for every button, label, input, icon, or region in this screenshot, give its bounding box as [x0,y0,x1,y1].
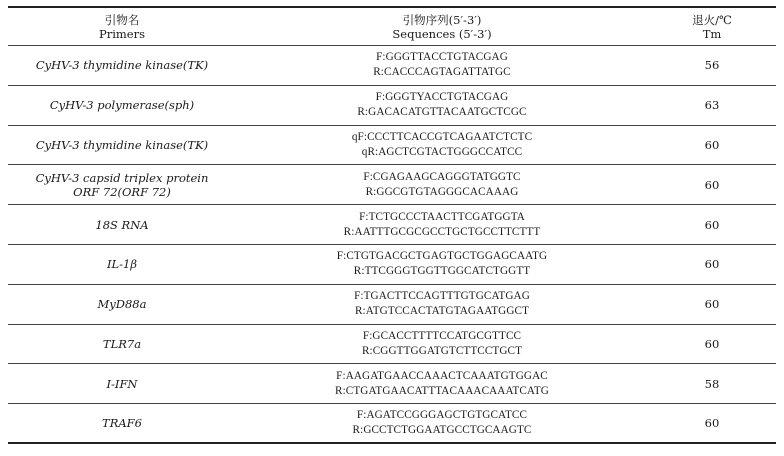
reverse-primer [344,225,541,240]
forward-primer [376,50,508,65]
forward-label: F: [336,250,347,263]
primer-name-line1: CyHV-3 polymerase(sph) [49,98,195,113]
header-tm-en: Tm [702,26,722,41]
forward-primer [359,210,525,225]
table-row [8,126,776,166]
reverse-label: qR: [361,145,379,158]
annealing-temperature: 60 [704,257,720,272]
header-sequences [236,13,648,41]
table-row [8,285,776,325]
reverse-primer [355,304,529,319]
primer-name-line2: ORF 72(ORF 72) [73,184,171,199]
reverse-label: R: [357,106,369,119]
annealing-temperature: 63 [704,98,720,113]
forward-primer [357,408,527,423]
primer-name [8,257,236,271]
reverse-label: R: [354,305,366,318]
reverse-primer [357,105,526,120]
forward-label: F: [354,290,364,303]
annealing-temperature: 60 [704,177,720,192]
primer-name [8,297,236,311]
forward-sequence: GGGTYACCTGTACGAG [385,91,509,104]
annealing-temperature: 60 [704,416,720,431]
forward-primer [376,90,509,105]
reverse-label: R: [352,424,364,437]
annealing-temperature: 58 [704,376,720,391]
primer-name-line1: IL-1β [106,257,138,272]
primer-sequences [236,249,648,279]
primer-sequences [236,90,648,120]
reverse-sequence: AGCTCGTACTGGGCCATCC [378,145,523,158]
reverse-sequence: AATTTGCGCGCCTGCTGCCTTCTTT [354,225,541,238]
header-sequences-cn: 引物序列(5′-3′) [402,12,482,27]
forward-label: F: [362,329,373,342]
table-row [8,364,776,404]
forward-sequence: GCACCTTTTCCATGCGTTCC [372,329,522,342]
primer-sequences [236,170,648,200]
primer-sequences [236,408,648,438]
reverse-label: R: [361,344,373,357]
primer-name-line1: 18S RNA [95,217,149,232]
forward-sequence: GGGTTACCTGTACGAG [385,51,508,64]
reverse-label: R: [365,185,377,198]
primer-sequences [236,210,648,240]
reverse-sequence: CGGTTGGATGTCTTCCTGCT [372,344,523,357]
annealing-temperature: 60 [704,297,720,312]
table-row [8,86,776,126]
reverse-primer [366,185,519,200]
reverse-sequence: CTGATGAACATTTACAAACAAATCATG [345,384,549,397]
primer-name-line1: CyHV-3 thymidine kinase(TK) [35,137,209,152]
primer-table [8,6,776,444]
header-sequences-en: Sequences (5′-3′) [392,26,492,41]
forward-label: F: [376,51,386,64]
forward-label: F: [336,369,346,382]
reverse-sequence: GCCTCTGGAATGCCTGCAAGTC [363,424,532,437]
forward-label: F: [356,409,367,422]
primer-name-line1: TRAF6 [102,416,142,431]
reverse-label: R: [335,384,346,397]
primer-name [8,58,236,72]
primer-sequences [236,130,648,160]
forward-primer [352,130,532,145]
forward-primer [363,329,521,344]
primer-name [8,416,236,430]
primer-sequences [236,329,648,359]
forward-primer [336,369,548,384]
reverse-sequence: CACCCAGTAGATTATGC [384,66,511,79]
annealing-temperature: 60 [704,217,720,232]
table-row [8,245,776,285]
primer-name-line1: MyD88a [97,297,147,312]
reverse-label: R: [373,66,385,79]
forward-sequence: CTGTGACGCTGAGTGCTGGAGCAATG [346,250,548,263]
forward-primer [337,249,547,264]
forward-sequence: TGACTTCCAGTTTGTGCATGAG [363,290,530,303]
reverse-primer [354,264,530,279]
primer-sequences [236,369,648,399]
primer-name [8,377,236,391]
table-row [8,165,776,205]
annealing-temperature: 56 [704,58,720,73]
primer-name-line1: I-IFN [106,376,138,391]
forward-sequence: CCCTTCACCGTCAGAATCTCTC [367,130,533,143]
table-body [8,46,776,444]
primer-name [8,98,236,112]
reverse-primer [335,384,549,399]
forward-sequence: CGAGAAGCAGGGTATGGTC [372,170,521,183]
reverse-primer [362,145,522,160]
table-header-row [8,6,776,46]
forward-sequence: AAGATGAACCAAACTCAAATGTGGAC [345,369,548,382]
reverse-primer [353,423,532,438]
annealing-temperature: 60 [704,336,720,351]
forward-label: F: [363,170,373,183]
reverse-label: R: [343,225,355,238]
reverse-sequence: TTCGGGTGGTTGGCATCTGGTT [364,265,531,278]
reverse-sequence: GGCGTGTAGGGCACAAAG [376,185,519,198]
forward-label: qF: [351,130,368,143]
primer-name [8,218,236,232]
reverse-label: R: [353,265,365,278]
primer-name [8,337,236,351]
primer-sequences [236,50,648,80]
header-primers-en: Primers [98,26,146,41]
forward-sequence: TCTGCCCTAACTTCGATGGTA [368,210,525,223]
forward-sequence: AGATCCGGGAGCTGTGCATCC [366,409,528,422]
primer-name-line1: CyHV-3 capsid triplex protein [35,170,209,185]
primer-sequences [236,289,648,319]
forward-label: F: [359,210,369,223]
primer-name [8,138,236,152]
forward-label: F: [375,91,386,104]
primer-name [8,171,236,199]
forward-primer [354,289,530,304]
annealing-temperature: 60 [704,137,720,152]
forward-primer [363,170,520,185]
reverse-primer [373,65,510,80]
table-row [8,404,776,444]
primer-name-line1: CyHV-3 thymidine kinase(TK) [35,58,209,73]
reverse-sequence: ATGTCCACTATGTAGAATGGCT [365,305,530,318]
table-row [8,46,776,86]
primer-name-line1: TLR7a [102,336,142,351]
table-row [8,205,776,245]
header-tm [648,13,776,41]
header-primers [8,13,236,41]
header-primers-cn: 引物名 [104,12,140,27]
header-tm-cn: 退火/℃ [692,12,732,27]
reverse-primer [362,344,522,359]
reverse-sequence: GACACATGTTACAATGCTCGC [368,106,527,119]
table-row [8,325,776,365]
